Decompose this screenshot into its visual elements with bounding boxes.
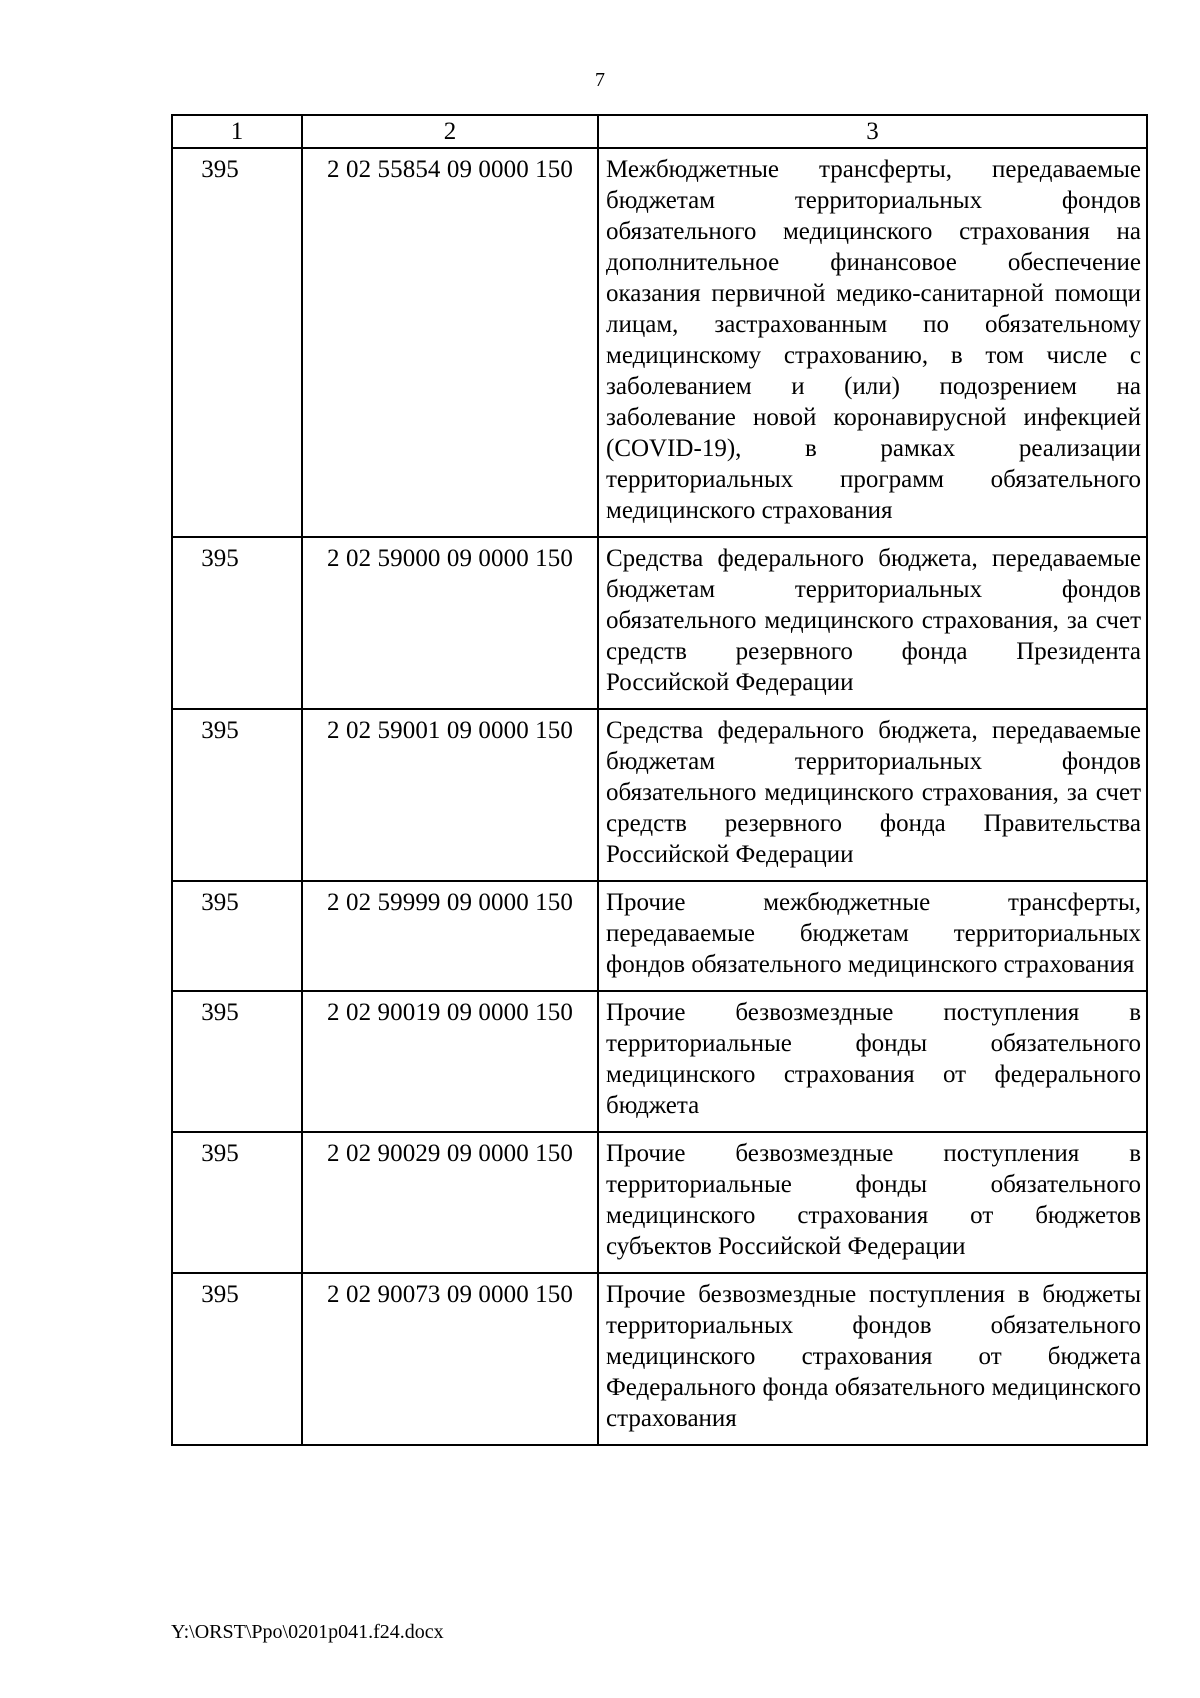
table-row: [172, 1132, 1147, 1273]
admin-code-cell: 395: [172, 1132, 302, 1273]
table-row: [172, 148, 1147, 537]
revenue-name-cell: Прочие безвозмездные поступления в бюджеты территориальных фондов обязательного медицинского страхования от бюджета Федерального фонда обязательного медицинского страхования: [598, 1273, 1147, 1445]
revenue-name-cell: Средства федерального бюджета, передаваемые бюджетам территориальных фондов обязательного медицинского страхования, за счет средств резервного фонда Президента Российской Федерации: [598, 537, 1147, 709]
revenue-code-cell: 2 02 59999 09 0000 150: [302, 881, 598, 991]
admin-code-cell: 395: [172, 148, 302, 537]
admin-code-cell: 395: [172, 881, 302, 991]
budget-codes-table: [171, 114, 1148, 1446]
header-col-3: 3: [598, 115, 1147, 148]
revenue-name-cell: Средства федерального бюджета, передаваемые бюджетам территориальных фондов обязательного медицинского страхования, за счет средств резервного фонда Правительства Российской Федерации: [598, 709, 1147, 881]
revenue-name-cell: Прочие межбюджетные трансферты, передаваемые бюджетам территориальных фондов обязательного медицинского страхования: [598, 881, 1147, 991]
admin-code-cell: 395: [172, 1273, 302, 1445]
admin-code-cell: 395: [172, 537, 302, 709]
table-header-row: [172, 115, 1147, 148]
admin-code-cell: 395: [172, 709, 302, 881]
table-row: [172, 991, 1147, 1132]
table-row: [172, 537, 1147, 709]
footer-file-path: Y:\ORST\Ppo\0201p041.f24.docx: [171, 1621, 444, 1643]
table-row: [172, 881, 1147, 991]
revenue-name-cell: Прочие безвозмездные поступления в территориальные фонды обязательного медицинского страхования от бюджетов субъектов Российской Федерации: [598, 1132, 1147, 1273]
page-number: 7: [595, 69, 605, 91]
header-col-1: 1: [172, 115, 302, 148]
revenue-code-cell: 2 02 55854 09 0000 150: [302, 148, 598, 537]
revenue-code-cell: 2 02 59001 09 0000 150: [302, 709, 598, 881]
revenue-name-cell: Прочие безвозмездные поступления в территориальные фонды обязательного медицинского страхования от федерального бюджета: [598, 991, 1147, 1132]
header-col-2: 2: [302, 115, 598, 148]
revenue-code-cell: 2 02 90029 09 0000 150: [302, 1132, 598, 1273]
table-row: [172, 709, 1147, 881]
revenue-name-cell: Межбюджетные трансферты, передаваемые бюджетам территориальных фондов обязательного медицинского страхования на дополнительное финансовое обеспечение оказания первичной медико-санитарной помощи лицам, застрахованным по обязательному медицинскому страхованию, в том числе с заболеванием и (или) подозрением на заболевание новой коронавирусной инфекцией (COVID-19), в рамках реализации территориальных программ обязательного медицинского страхования: [598, 148, 1147, 537]
revenue-code-cell: 2 02 59000 09 0000 150: [302, 537, 598, 709]
revenue-code-cell: 2 02 90019 09 0000 150: [302, 991, 598, 1132]
table-row: [172, 1273, 1147, 1445]
revenue-code-cell: 2 02 90073 09 0000 150: [302, 1273, 598, 1445]
admin-code-cell: 395: [172, 991, 302, 1132]
